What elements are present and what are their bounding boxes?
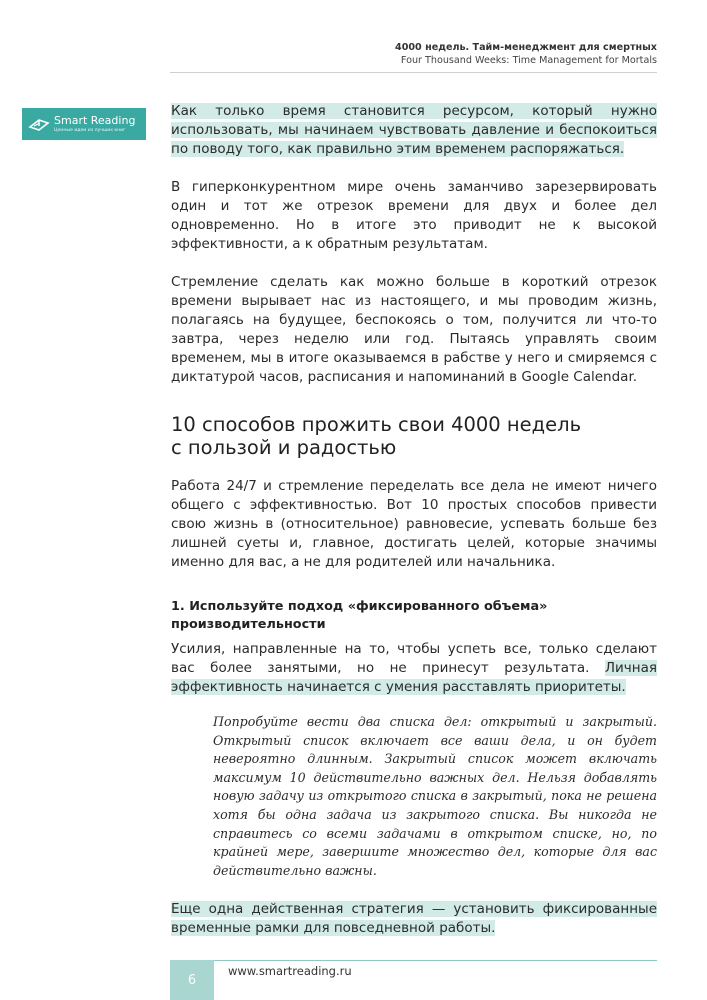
highlighted-text: Как только время становится ресурсом, который нужно использовать, мы начинаем чувствовать давление и беспокоиться по поводу того, как правильно этим временем распоряжаться. bbox=[171, 103, 657, 157]
page-content bbox=[171, 102, 657, 938]
subsection-title-line-1: 1. Используйте подход «фиксированного объема» bbox=[171, 599, 548, 614]
paragraph-3: Стремление сделать как можно больше в короткий отрезок времени вырывает нас из настоящего, и мы проводим жизнь, полагаясь на будущее, беспокоясь о том, получится ли что-то завтра, через неделю или год. Пытаясь управлять своим временем, мы в итоге оказываемся в рабстве у него и смиряемся с диктатурой часов, расписания и напоминаний в Google Calendar. bbox=[171, 274, 657, 385]
header-divider bbox=[170, 72, 657, 73]
website-link[interactable]: www.smartreading.ru bbox=[228, 964, 352, 978]
section-title-line-2: с пользой и радостью bbox=[171, 436, 397, 459]
subsection-text-plain: Усилия, направленные на то, чтобы успеть все, только сделают вас более занятыми, но не принесут результата. bbox=[171, 641, 657, 676]
logo-tagline: Ценные идеи из лучших книг bbox=[54, 127, 126, 133]
subsection-title-line-2: производительности bbox=[171, 617, 326, 632]
smart-reading-logo bbox=[22, 108, 146, 140]
highlighted-text: Личная эффективность начинается с умения расставлять приоритеты. bbox=[171, 660, 657, 695]
highlighted-text: Еще одна действенная стратегия — установить фиксированные временные рамки для повседневной работы. bbox=[171, 901, 657, 937]
book-logo-icon bbox=[28, 114, 50, 134]
paragraph-1 bbox=[171, 102, 657, 159]
logo-name: Smart Reading bbox=[54, 113, 136, 127]
subsection-text bbox=[171, 640, 657, 697]
paragraph-2: В гиперконкурентном мире очень заманчиво зарезервировать один и тот же отрезок времени для двух и более дел одновременно. Но в итоге это приводит не к высокой эффективности, а к обратным результатам. bbox=[171, 179, 657, 252]
section-title-line-1: 10 способов прожить свои 4000 недель bbox=[171, 413, 582, 436]
section-title bbox=[171, 413, 657, 459]
book-title-ru: 4000 недель. Тайм-менеджмент для смертных bbox=[395, 42, 657, 53]
section-intro: Работа 24/7 и стремление переделать все дела не имеют ничего общего с эффективностью. Вот 10 простых способов привести свою жизнь в (относительное) равновесие, успевать больше без лишней суеты и, главное, достигать целей, которые значимы именно для вас, а не для родителей или начальника. bbox=[171, 478, 657, 570]
page-number-box bbox=[170, 960, 214, 1000]
subsection-title bbox=[171, 598, 657, 634]
footer-divider bbox=[214, 960, 657, 961]
quote-block: Попробуйте вести два списка дел: открытый и закрытый. Открытый список включает все ваши дела, и он будет невероятно длинным. Закрытый список может включать максимум 10 действительно важных дел. Нельзя добавлять новую задачу из открытого списка в закрытый, пока не решена хотя бы одна задача из закрытого списка. Вы никогда не справитесь со всеми задачами в открытом списке, но, по крайней мере, завершите множество дел, которые для вас действительно важны. bbox=[213, 714, 657, 878]
running-header bbox=[237, 41, 657, 67]
page-number: 6 bbox=[187, 972, 197, 988]
book-title-en: Four Thousand Weeks: Time Management for Mortals bbox=[400, 55, 657, 66]
closing-paragraph bbox=[171, 900, 657, 938]
